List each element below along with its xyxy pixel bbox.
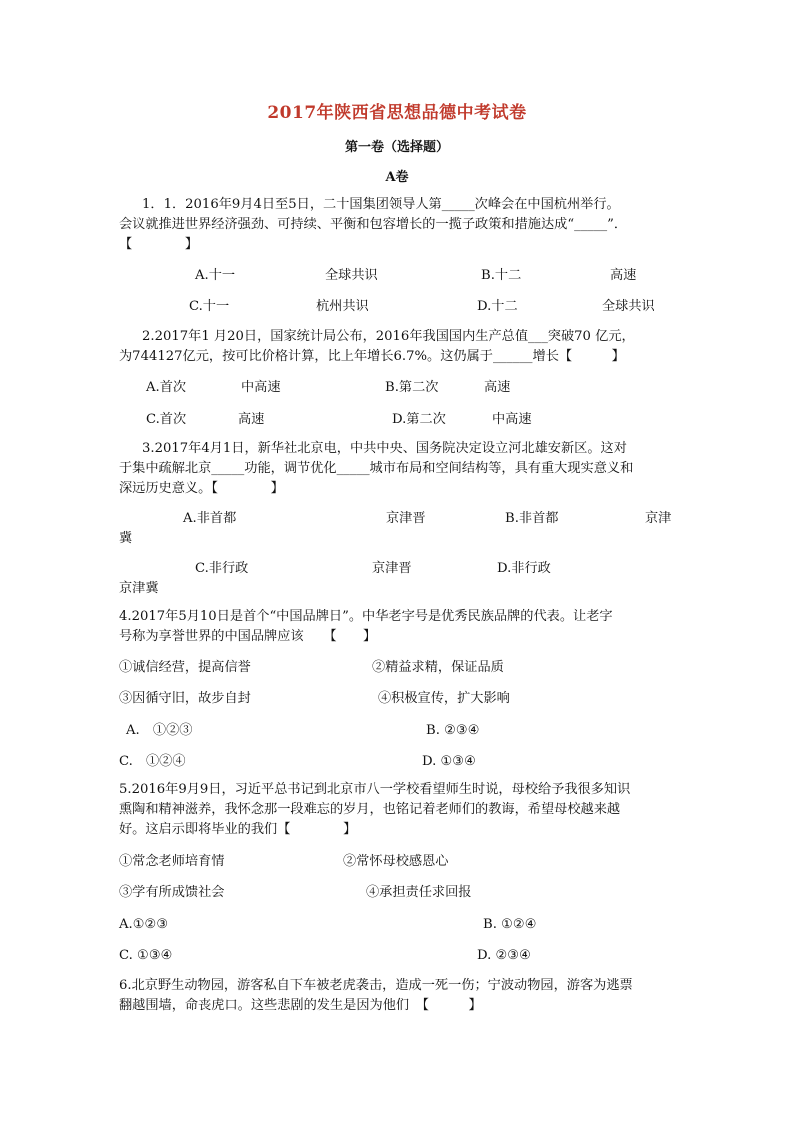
question-3-option-a-2: 京津晋 [386,511,426,526]
question-2-option-c-2: 高速 [238,412,265,427]
section-heading: 第一卷（选择题） [344,140,449,155]
question-5-item-3: ③学有所成馈社会 [119,885,225,900]
question-4-answer-b: B. ②③④ [426,723,480,738]
question-1-option-b: B.十二 [481,268,522,283]
question-4-item-3: ③因循守旧，故步自封 [119,691,251,706]
question-1-stem-line-2: 会议就推进世界经济强劲、可持续、平衡和包容增长的一揽子政策和措施达成“_____”． [119,217,628,232]
question-5-stem-line-2: 熏陶和精神滋养，我怀念那一段难忘的岁月，也铭记着老师们的教诲，希望母校越来越 [119,802,621,817]
question-4-item-2: ②精益求精，保证品质 [372,660,504,675]
question-5-answer-d: D. ②③④ [477,948,531,963]
question-5-item-4: ④承担责任求回报 [366,885,472,900]
question-1-option-c-2: 杭州共识 [316,299,369,314]
question-3-option-b-2: 京津 [645,511,672,526]
question-4-answer-d: D. ①③④ [422,754,476,769]
question-2-option-a-2: 中高速 [241,380,281,395]
question-3-option-b: B.非首都 [505,511,559,526]
question-4-stem-line-2: 号称为享誉世界的中国品牌应该 【 】 [119,629,377,644]
question-1-stem-line-3: 【 】 [119,237,199,252]
question-1-option-a: A.十一 [195,268,236,283]
question-3-option-c: C.非行政 [195,561,249,576]
question-2-option-b-2: 高速 [484,380,511,395]
question-1-stem-line-1: 1．1．2016年9月4日至5日，二十国集团领导人第_____次峰会在中国杭州举行。 [142,197,620,212]
question-3-stem-line-1: 3.2017年4月1日，新华社北京电，中共中央、国务院决定设立河北雄安新区。这对 [142,441,627,456]
question-2-option-b: B.第二次 [385,380,439,395]
question-1-option-b-2: 高速 [610,268,637,283]
question-3-option-b-wrap: 冀 [119,531,133,546]
question-6-stem-line-1: 6.北京野生动物园，游客私自下车被老虎袭击，造成一死一伤；宁波动物园，游客为逃票 [119,978,633,993]
question-3-option-a: A.非首都 [183,511,237,526]
question-2-option-d: D.第二次 [392,412,446,427]
question-4-answer-c: C. ①②④ [119,754,186,769]
question-2-option-d-2: 中高速 [492,412,532,427]
question-1-option-c: C.十一 [189,299,230,314]
question-3-option-c-2: 京津晋 [372,561,412,576]
question-1-option-d: D.十二 [477,299,518,314]
question-4-item-1: ①诚信经营，提高信誉 [119,660,251,675]
question-6-stem-line-2: 翻越围墙，命丧虎口。这些悲剧的发生是因为他们 【 】 [119,998,482,1013]
question-2-stem-line-1: 2.2017年1 月20日，国家统计局公布，2016年我国国内生产总值___突破70 亿元， [142,329,635,344]
question-5-stem-line-3: 好。这启示即将毕业的我们【 】 [119,822,357,837]
part-heading: A卷 [385,170,409,185]
question-3-option-d: D.非行政 [497,561,551,576]
question-3-stem-line-3: 深远历史意义。【 】 [119,481,284,496]
question-5-item-2: ②常怀母校感恩心 [343,854,449,869]
question-1-option-d-2: 全球共识 [602,299,655,314]
question-4-answer-a: A. ①②③ [126,723,193,738]
question-1-option-a-2: 全球共识 [325,268,378,283]
question-5-answer-c: C. ①③④ [119,948,173,963]
question-2-option-c: C.首次 [146,412,187,427]
question-2-option-a: A.首次 [146,380,187,395]
question-3-stem-line-2: 于集中疏解北京_____功能，调节优化_____城市布局和空间结构等，具有重大现实意义和 [119,461,634,476]
question-5-answer-b: B. ①②④ [483,917,537,932]
question-4-item-4: ④积极宣传，扩大影响 [378,691,510,706]
exam-title: 2017年陕西省思想品德中考试卷 [267,103,527,123]
question-3-option-d-wrap: 京津冀 [119,581,159,596]
question-5-item-1: ①常念老师培育情 [119,854,225,869]
question-2-stem-line-2: 为744127亿元，按可比价格计算，比上年增长6.7%。这仍属于______增长【 】 [119,349,625,364]
question-4-stem-line-1: 4.2017年5月10日是首个“中国品牌日”。中华老字号是优秀民族品牌的代表。让老字 [119,609,613,624]
question-5-answer-a: A.①②③ [119,917,169,932]
question-5-stem-line-1: 5.2016年9月9日，习近平总书记到北京市八一学校看望师生时说，母校给予我很多知识 [119,782,631,797]
